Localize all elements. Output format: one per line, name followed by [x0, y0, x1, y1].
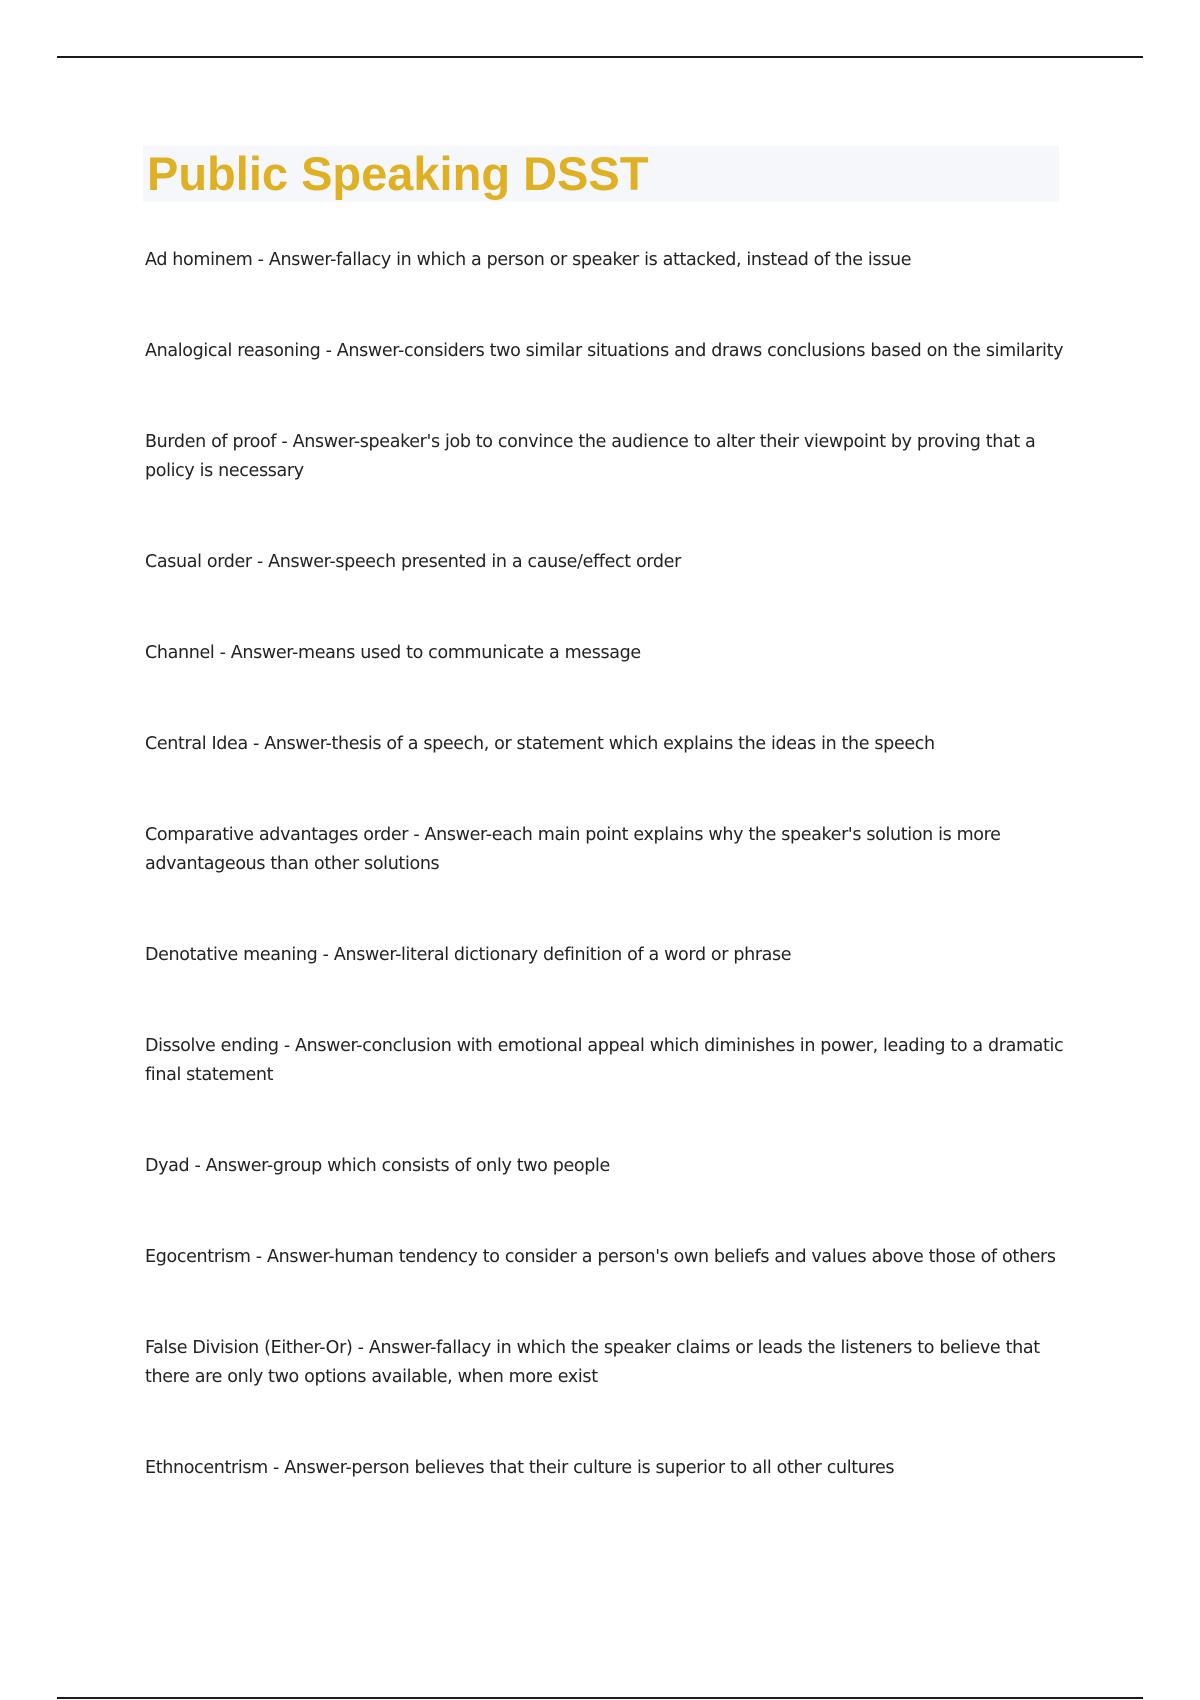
entry-separator: - Answer-	[276, 432, 360, 452]
entry-separator: - Answer-	[251, 552, 336, 572]
entry-definition: fallacy in which a person or speaker is attacked, instead of the issue	[336, 250, 912, 270]
entry-term: Casual order	[145, 552, 252, 572]
entry-definition: group which consists of only two people	[272, 1156, 610, 1176]
entry-separator: - Answer-	[320, 341, 404, 361]
entry-term: False Division (Either-Or)	[145, 1338, 353, 1358]
entry-term: Dyad	[145, 1156, 190, 1176]
flashcard-entry	[145, 730, 1065, 759]
flashcard-entry	[145, 941, 1065, 970]
entry-term: Burden of proof	[145, 432, 277, 452]
document-title: Public Speaking DSST	[147, 147, 649, 200]
entry-definition: person believes that their culture is superior to all other cultures	[351, 1458, 895, 1478]
entry-definition: fallacy in which the speaker claims or leads the listeners to believe that there are only two options available, when more exist	[145, 1338, 1040, 1387]
entry-definition: considers two similar situations and draws conclusions based on the similarity	[403, 341, 1064, 361]
entry-definition: means used to communicate a message	[298, 643, 641, 663]
flashcard-entry	[145, 246, 1065, 275]
entry-separator: - Answer-	[252, 250, 337, 270]
flashcard-entry	[145, 1152, 1065, 1181]
entry-separator: - Answer-	[247, 734, 332, 754]
entry-separator: - Answer-	[317, 945, 402, 965]
flashcard-entry	[145, 1032, 1065, 1090]
entry-term: Channel	[145, 643, 215, 663]
entry-definition: conclusion with emotional appeal which diminishes in power, leading to a dramatic final statement	[145, 1036, 1064, 1085]
flashcard-entry	[145, 1243, 1065, 1272]
entry-term: Comparative advantages order	[145, 825, 409, 845]
flashcard-entry	[145, 821, 1065, 879]
entry-definition: literal dictionary definition of a word or phrase	[401, 945, 792, 965]
entry-definition: thesis of a speech, or statement which explains the ideas in the speech	[331, 734, 935, 754]
entry-term: Dissolve ending	[145, 1036, 279, 1056]
flashcard-entry	[145, 548, 1065, 577]
entry-separator: - Answer-	[267, 1458, 352, 1478]
entry-term: Central Idea	[145, 734, 248, 754]
entry-term: Ethnocentrism	[145, 1458, 268, 1478]
entry-definition: each main point explains why the speaker's solution is more advantageous than other solutions	[145, 825, 1001, 874]
entry-separator: - Answer-	[408, 825, 492, 845]
entry-separator: - Answer-	[352, 1338, 437, 1358]
flashcard-entry	[145, 337, 1065, 366]
entry-term: Egocentrism	[145, 1247, 251, 1267]
flashcard-entry	[145, 639, 1065, 668]
entry-separator: - Answer-	[250, 1247, 335, 1267]
entry-term: Ad hominem	[145, 250, 253, 270]
entry-separator: - Answer-	[189, 1156, 273, 1176]
flashcard-list	[145, 246, 1065, 1545]
flashcard-entry	[145, 428, 1065, 486]
flashcard-entry	[145, 1334, 1065, 1392]
entry-term: Analogical reasoning	[145, 341, 321, 361]
entry-separator: - Answer-	[214, 643, 298, 663]
entry-term: Denotative meaning	[145, 945, 318, 965]
page-bottom-rule	[57, 1697, 1143, 1699]
flashcard-entry	[145, 1454, 1065, 1483]
entry-definition: speech presented in a cause/effect order	[335, 552, 681, 572]
entry-definition: speaker's job to convince the audience to alter their viewpoint by proving that a policy is necessary	[145, 432, 1036, 481]
page-top-rule	[57, 56, 1143, 58]
entry-definition: human tendency to consider a person's own beliefs and values above those of others	[334, 1247, 1056, 1267]
entry-separator: - Answer-	[278, 1036, 363, 1056]
